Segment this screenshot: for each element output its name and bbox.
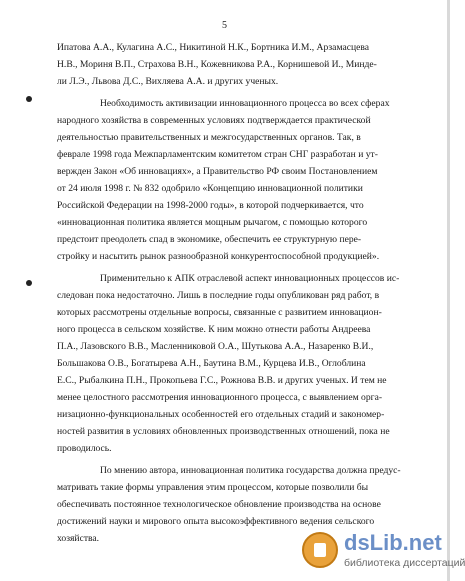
text-line: Необходимость активизации инновационного процесса во всех сферах — [100, 98, 390, 109]
text-line: предстоит преодолеть спад в экономике, обеспечить ее структурную пере- — [57, 234, 362, 245]
text-line: хозяйства. — [57, 533, 100, 544]
text-line: достижений науки и мирового опыта высокоэффективного ведения сельского — [57, 516, 375, 527]
text-line: проводилось. — [57, 443, 112, 454]
text-line: менее целостного рассмотрения инновационного процесса, с выявлением орга- — [57, 392, 383, 403]
text-line: ли Л.Э., Львова Д.С., Вихляева А.А. и других ученых. — [57, 76, 279, 87]
text-line: ностей развития в условиях обновленных производственных отношений, пока не — [57, 426, 390, 437]
text-line: следован пока недостаточно. Лишь в последние годы опубликован ряд работ, в — [57, 290, 380, 301]
text-line: По мнению автора, инновационная политика государства должна предус- — [100, 465, 401, 476]
text-line: Ипатова А.А., Кулагина А.С., Никитиной Н.К., Бортника И.М., Арзамасцева — [57, 42, 370, 53]
scan-mark-dot — [26, 280, 32, 286]
text-line: от 24 июля 1998 г. № 832 одобрило «Концепцию инновационной политики — [57, 183, 363, 194]
text-line: «инновационная политика является мощным рычагом, с помощью которого — [57, 217, 368, 228]
text-line: которых рассмотрены отдельные вопросы, связанные с развитием инновацион- — [57, 307, 382, 318]
text-line: П.А., Лазовского В.В., Масленниковой О.А., Шутькова А.А., Назаренко В.И., — [57, 341, 374, 352]
text-line: Применительно к АПК отраслевой аспект инновационных процессов ис- — [100, 273, 400, 284]
text-line: стройку и насытить рынок разнообразной конкурентоспособной продукцией». — [57, 251, 380, 262]
text-line: народного хозяйства в современных условиях подтверждается практической — [57, 115, 371, 126]
text-line: феврале 1998 года Межпарламентским комитетом стран СНГ разработан и ут- — [57, 149, 378, 160]
page-number: 5 — [222, 20, 227, 31]
text-line: Е.С., Рыбалкина П.Н., Прокопьева Г.С., Рожнова В.В. и других ученых. И тем не — [57, 375, 387, 386]
text-line: Н.В., Мориня В.П., Страхова В.Н., Кожевникова Р.А., Корнишевой И., Минде- — [57, 59, 377, 70]
dslib-logo-icon — [302, 532, 338, 568]
text-line: обеспечивать постоянное технологическое обновление производства на основе — [57, 499, 381, 510]
text-line: вержден Закон «Об инновациях», а Правительство РФ своим Постановлением — [57, 166, 378, 177]
text-line: деятельностью правительственных и межгосударственных органов. Так, в — [57, 132, 361, 143]
watermark — [300, 530, 465, 578]
watermark-title: dsLib.net — [344, 530, 442, 555]
scan-edge — [447, 0, 450, 581]
text-line: ного процесса в сельском хозяйстве. К ним можно отнести работы Андреева — [57, 324, 371, 335]
text-line: матривать такие формы управления этим процессом, которые позволили бы — [57, 482, 369, 493]
watermark-subtitle: библиотека диссертаций — [344, 557, 465, 569]
text-line: Российской Федерации на 1998-2000 годы», в которой подчеркивается, что — [57, 200, 364, 211]
text-line: Большакова О.В., Богатырева А.Н., Баутина В.М., Курцева И.В., Оглоблина — [57, 358, 366, 369]
text-line: низационно-функциональных особенностей его отдельных стадий и закономер- — [57, 409, 385, 420]
scan-mark-dot — [26, 96, 32, 102]
